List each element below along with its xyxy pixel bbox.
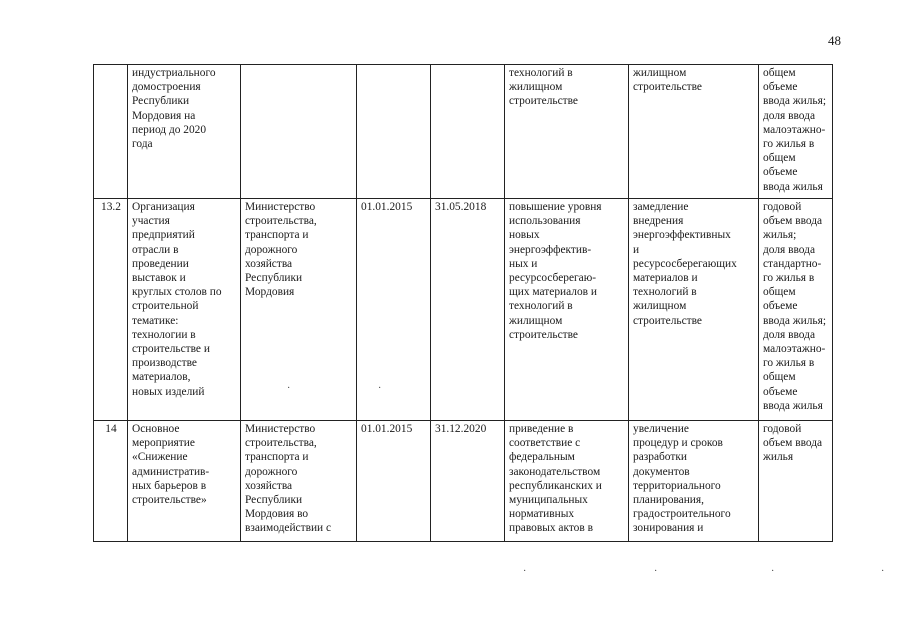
measure-name-cell	[128, 199, 241, 421]
start-date-cell	[357, 421, 431, 542]
consequence: жилищном строительстве	[633, 67, 702, 94]
start-date-cell	[357, 199, 431, 421]
page-number: 48	[828, 33, 841, 48]
measure-name-cell	[128, 65, 241, 199]
executor-cell	[241, 199, 357, 421]
table-row	[94, 65, 833, 199]
expected-result: повышение уровня использования новых энергоэффектив- ных и ресурсосберегаю- щих материалов и технологий в жилищном строительстве	[509, 201, 602, 341]
scan-speck: ·	[881, 566, 885, 577]
scan-speck: ·	[523, 566, 527, 577]
table-row	[94, 421, 833, 542]
indicator-cell	[759, 65, 833, 199]
consequence: увеличение процедур и сроков разработки документов территориального планирования, градостроительного зонирования и	[633, 423, 731, 535]
consequence-cell	[629, 421, 759, 542]
indicator-cell	[759, 199, 833, 421]
scan-speck: ·	[771, 566, 775, 577]
expected-result-cell	[505, 65, 629, 199]
measure-name: индустриального домостроения Республики Мордовия на период до 2020 года	[132, 67, 216, 151]
measure-name: Организация участия предприятий отрасли в проведении выставок и круглых столов по строительной тематике: технологии в строительстве и производстве материалов, новых изделий	[132, 201, 222, 398]
row-number-cell	[94, 199, 128, 421]
row-number: 13.2	[101, 201, 121, 213]
scan-speck: ·	[287, 383, 291, 394]
end-date-cell	[431, 421, 505, 542]
executor: Министерство строительства, транспорта и дорожного хозяйства Республики Мордовия	[245, 201, 317, 299]
expected-result-cell	[505, 421, 629, 542]
start-date: 01.01.2015	[361, 423, 413, 435]
end-date-cell	[431, 199, 505, 421]
measure-name-cell	[128, 421, 241, 542]
executor-cell	[241, 65, 357, 199]
consequence-cell	[629, 199, 759, 421]
expected-result-cell	[505, 199, 629, 421]
expected-result: приведение в соответствие с федеральным законодательством республиканских и муниципальных нормативных правовых актов в	[509, 423, 602, 535]
end-date-cell	[431, 65, 505, 199]
indicator-cell	[759, 421, 833, 542]
row-number-cell	[94, 421, 128, 542]
end-date: 31.12.2020	[435, 423, 487, 435]
row-number-cell	[94, 65, 128, 199]
executor-cell	[241, 421, 357, 542]
start-date: 01.01.2015	[361, 201, 413, 213]
expected-result: технологий в жилищном строительстве	[509, 67, 578, 108]
end-date: 31.05.2018	[435, 201, 487, 213]
row-number: 14	[105, 423, 117, 435]
indicator: годовой объем ввода жилья; доля ввода стандартно- го жилья в общем объеме ввода жилья; доля ввода малоэтажно- го жилья в общем объеме ввода жилья	[763, 201, 826, 412]
consequence: замедление внедрения энергоэффективных и ресурсосберегающих материалов и технологий в жилищном строительстве	[633, 201, 737, 327]
indicator: общем объеме ввода жилья; доля ввода малоэтажно- го жилья в общем объеме ввода жилья	[763, 67, 826, 193]
indicator: годовой объем ввода жилья	[763, 423, 823, 464]
scan-speck: ·	[378, 383, 382, 394]
measure-name: Основное мероприятие «Снижение административ- ных барьеров в строительстве»	[132, 423, 210, 507]
measures-table	[93, 64, 833, 542]
scan-speck: ·	[654, 566, 658, 577]
start-date-cell	[357, 65, 431, 199]
executor: Министерство строительства, транспорта и дорожного хозяйства Республики Мордовия во взаимодействии с	[245, 423, 332, 535]
table-row	[94, 199, 833, 421]
consequence-cell	[629, 65, 759, 199]
